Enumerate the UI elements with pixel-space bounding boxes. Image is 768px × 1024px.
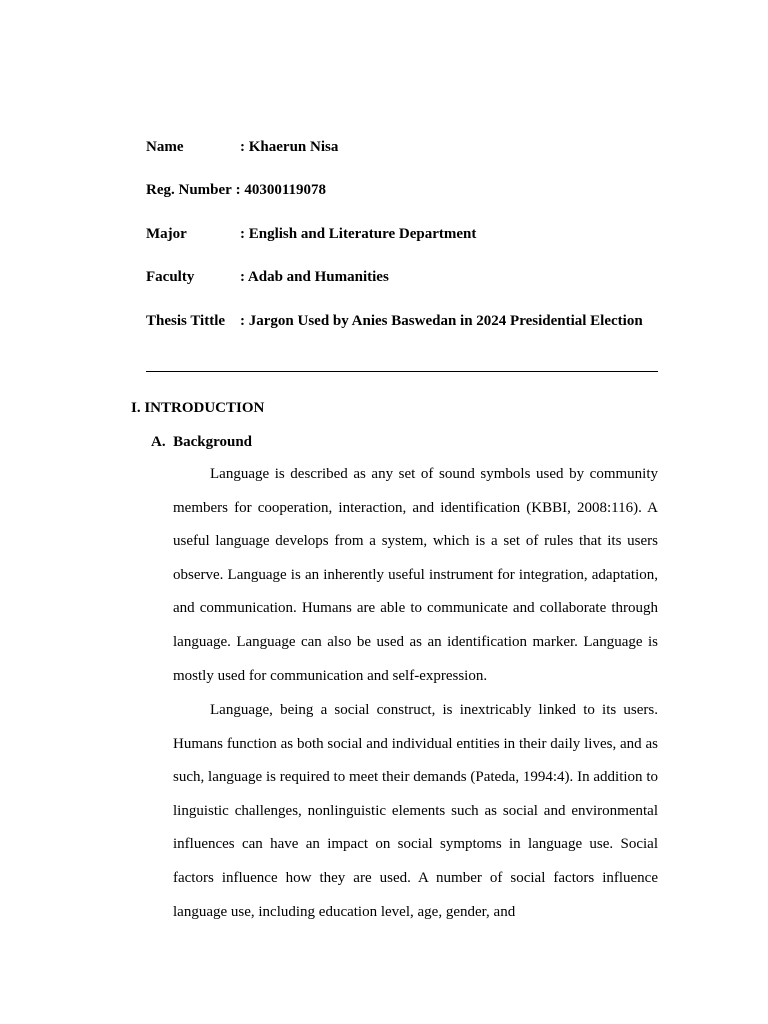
background-paragraph-1: Language is described as any set of sound symbols used by community members for cooperation, interaction, and identification (KBBI, 2008:116). A useful language develops from a system, which is a set of rules that its users observe. Language is an inherently useful instrument for integration, adaptation, and communication. Humans are able to communicate and collaborate through language. Language can also be used as an identification marker. Language is mostly used for communication and self-expression. [173,466,658,684]
reg-number-row [146,181,326,199]
section-title: INTRODUCTION [144,400,265,416]
major-value: : English and Literature Department [240,226,477,242]
major-row [146,225,476,243]
major-label: Major [146,226,187,242]
reg-number-value: : 40300119078 [235,182,326,198]
background-paragraph-2: Language, being a social construct, is inextricably linked to its users. Humans function as both social and individual entities in their daily lives, and as such, language is required to meet their demands (Pateda, 1994:4). In addition to linguistic challenges, nonlinguistic elements such as social and environmental influences can have an impact on social symptoms in language use. Social factors influence how they are used. A number of social factors influence language use, including education level, age, gender, and [173,702,658,920]
faculty-value: : Adab and Humanities [240,269,389,285]
subsection-heading [151,433,252,451]
horizontal-divider [146,371,658,372]
section-heading [131,399,264,417]
thesis-title-label: Thesis Tittle [146,313,226,329]
name-value: : Khaerun Nisa [240,139,339,155]
thesis-title-value: : Jargon Used by Anies Baswedan in 2024 Presidential Election [240,313,643,329]
reg-number-label: Reg. Number [146,182,232,198]
name-label: Name [146,139,184,155]
subsection-title: Background [173,434,253,450]
name-row [146,138,338,156]
subsection-letter: A. [151,434,166,450]
thesis-title-row [146,312,643,330]
section-number: I. [131,400,141,416]
faculty-label: Faculty [146,269,195,285]
faculty-row [146,268,389,286]
